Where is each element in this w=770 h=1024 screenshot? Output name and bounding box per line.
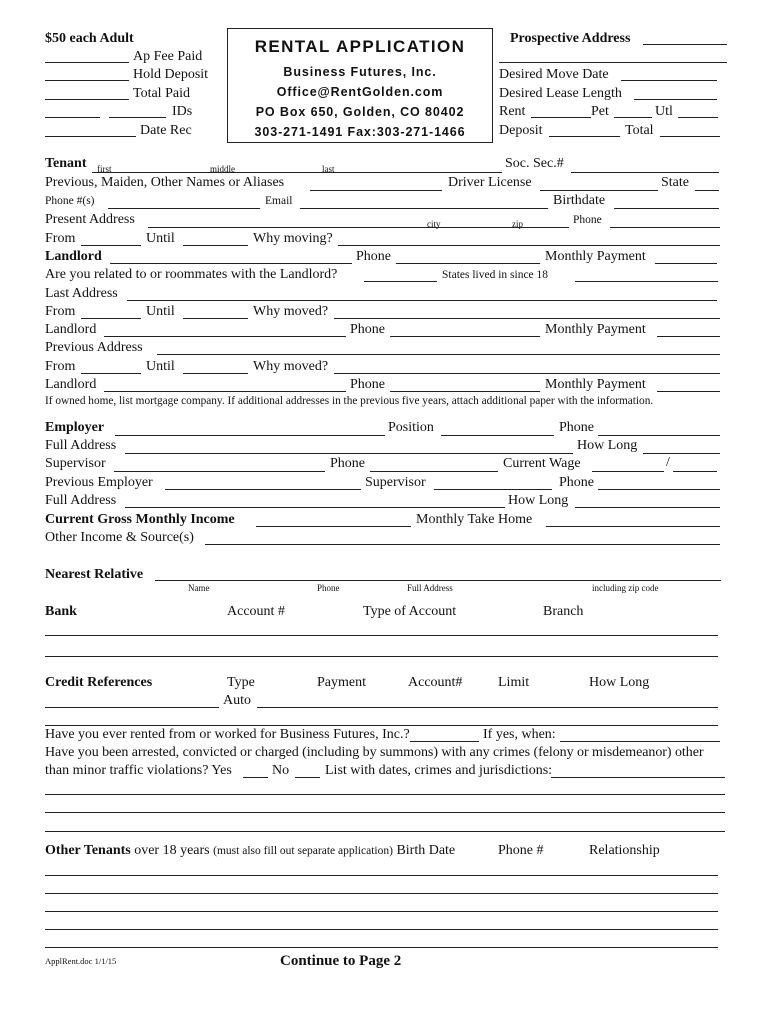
position-label: Position bbox=[388, 420, 434, 435]
phones-line[interactable] bbox=[108, 208, 260, 209]
phones-label: Phone #(s) bbox=[45, 195, 95, 207]
other-tenant-line-5[interactable] bbox=[45, 947, 718, 948]
total-paid-label: Total Paid bbox=[133, 86, 190, 101]
total-line[interactable] bbox=[660, 136, 720, 137]
relative-address-caption: Full Address bbox=[407, 583, 453, 593]
other-tenant-line-1[interactable] bbox=[45, 875, 718, 876]
residence-note: If owned home, list mortgage company. If additional addresses in the previous five years, attach additional paper with the information. bbox=[45, 395, 654, 407]
other-tenants-phone-header: Phone # bbox=[498, 843, 544, 858]
first-name-caption: first bbox=[97, 164, 112, 174]
prev-supervisor-label: Supervisor bbox=[365, 475, 426, 490]
supervisor-phone-label: Phone bbox=[330, 456, 365, 471]
prospective-address-label: Prospective Address bbox=[510, 31, 631, 46]
prev-employer-phone-label: Phone bbox=[559, 475, 594, 490]
credit-limit-header: Limit bbox=[498, 675, 530, 690]
arrested-no-line[interactable] bbox=[295, 777, 320, 778]
last-until-line[interactable] bbox=[183, 318, 248, 319]
employer-address-label: Full Address bbox=[45, 438, 117, 453]
prev-landlord-line[interactable] bbox=[104, 391, 346, 392]
other-tenants-label: Other Tenants bbox=[45, 843, 131, 858]
last-from-line[interactable] bbox=[81, 318, 141, 319]
last-monthly-payment-label: Monthly Payment bbox=[545, 322, 646, 337]
rented-before-question: Have you ever rented from or worked for Business Futures, Inc.? bbox=[45, 727, 410, 742]
move-date-line[interactable] bbox=[621, 80, 717, 81]
state-label: State bbox=[661, 175, 689, 190]
credit-type-header: Type bbox=[227, 675, 255, 690]
arrested-no-label: No bbox=[272, 763, 290, 778]
previous-employer-line[interactable] bbox=[165, 489, 361, 490]
arrested-question-line2: than minor traffic violations? Yes bbox=[45, 763, 232, 778]
from-line[interactable] bbox=[81, 245, 141, 246]
credit-payment-header: Payment bbox=[317, 675, 366, 690]
credit-how-long-header: How Long bbox=[589, 675, 650, 690]
continue-page-2: Continue to Page 2 bbox=[280, 953, 402, 969]
monthly-payment-label: Monthly Payment bbox=[545, 249, 646, 264]
bank-line-2[interactable] bbox=[45, 656, 718, 657]
until-line[interactable] bbox=[183, 245, 248, 246]
ssn-label: Soc. Sec.# bbox=[505, 156, 564, 171]
prev-employer-address-line[interactable] bbox=[125, 507, 505, 508]
until-label: Until bbox=[146, 231, 175, 246]
ap-fee-label: Ap Fee Paid bbox=[133, 49, 203, 64]
lease-length-label: Desired Lease Length bbox=[499, 86, 622, 101]
deposit-line[interactable] bbox=[549, 136, 620, 137]
states-lived-line[interactable] bbox=[575, 281, 718, 282]
present-phone-line[interactable] bbox=[610, 227, 720, 228]
middle-name-caption: middle bbox=[210, 164, 235, 174]
take-home-line[interactable] bbox=[546, 526, 720, 527]
other-income-line[interactable] bbox=[205, 544, 720, 545]
ids-label: IDs bbox=[172, 104, 193, 119]
landlord-phone-label: Phone bbox=[356, 249, 391, 264]
states-lived-label: States lived in since 18 bbox=[442, 269, 549, 281]
document-id: ApplRent.doc 1/1/15 bbox=[45, 956, 117, 966]
landlord-phone-line[interactable] bbox=[396, 263, 540, 264]
ssn-line[interactable] bbox=[571, 172, 719, 173]
utl-line[interactable] bbox=[678, 117, 718, 118]
rented-before-line[interactable] bbox=[410, 741, 479, 742]
bank-account-header: Account # bbox=[227, 604, 285, 619]
last-landlord-line[interactable] bbox=[104, 336, 346, 337]
supervisor-label: Supervisor bbox=[45, 456, 106, 471]
tenant-label: Tenant bbox=[45, 156, 87, 171]
prev-landlord-phone-label: Phone bbox=[350, 377, 385, 392]
page-title: RENTAL APPLICATION bbox=[254, 37, 466, 56]
separate-application-note: (must also fill out separate application) bbox=[213, 845, 393, 857]
gross-income-label: Current Gross Monthly Income bbox=[45, 512, 235, 527]
other-tenant-line-3[interactable] bbox=[45, 911, 718, 912]
landlord-line[interactable] bbox=[110, 263, 352, 264]
monthly-payment-line[interactable] bbox=[655, 263, 717, 264]
last-address-label: Last Address bbox=[45, 286, 118, 301]
list-dates-label: List with dates, crimes and jurisdictions: bbox=[325, 763, 553, 778]
list-dates-line[interactable] bbox=[551, 777, 725, 778]
prev-until-label: Until bbox=[146, 359, 175, 374]
present-address-line[interactable] bbox=[148, 227, 569, 228]
bank-type-header: Type of Account bbox=[363, 604, 457, 619]
driver-license-line[interactable] bbox=[540, 190, 658, 191]
last-landlord-phone-label: Phone bbox=[350, 322, 385, 337]
employer-line[interactable] bbox=[115, 435, 385, 436]
other-tenants-relationship-header: Relationship bbox=[589, 843, 660, 858]
company-name: Business Futures, Inc. bbox=[283, 65, 437, 79]
gross-income-line[interactable] bbox=[256, 526, 411, 527]
total-paid-line[interactable] bbox=[45, 99, 129, 100]
bank-line-1[interactable] bbox=[45, 635, 718, 636]
relative-name-caption: Name bbox=[188, 583, 210, 593]
other-tenants-heading bbox=[45, 843, 455, 859]
relative-zip-caption: including zip code bbox=[592, 583, 659, 593]
credit-account-header: Account# bbox=[408, 675, 463, 690]
credit-auto-left-line[interactable] bbox=[45, 707, 219, 708]
total-label: Total bbox=[625, 123, 654, 138]
prev-why-moved-line[interactable] bbox=[334, 373, 720, 374]
current-wage-line[interactable] bbox=[592, 471, 664, 472]
if-yes-line[interactable] bbox=[560, 741, 720, 742]
wage-separator: / bbox=[666, 455, 670, 470]
prev-from-label: From bbox=[45, 359, 76, 374]
zip-caption: zip bbox=[512, 219, 523, 229]
prev-how-long-line[interactable] bbox=[575, 507, 720, 508]
crimes-line-2[interactable] bbox=[45, 812, 725, 813]
company-address: PO Box 650, Golden, CO 80402 bbox=[255, 105, 465, 119]
company-phones: 303-271-1491 Fax:303-271-1466 bbox=[254, 125, 466, 139]
last-monthly-payment-line[interactable] bbox=[657, 336, 720, 337]
driver-license-label: Driver License bbox=[448, 175, 532, 190]
ids-line-1[interactable] bbox=[45, 117, 100, 118]
prev-employer-address-label: Full Address bbox=[45, 493, 117, 508]
move-date-label: Desired Move Date bbox=[499, 67, 609, 82]
credit-line-2[interactable] bbox=[45, 725, 718, 726]
prev-supervisor-line[interactable] bbox=[434, 489, 552, 490]
arrested-yes-line[interactable] bbox=[243, 777, 268, 778]
city-caption: city bbox=[427, 219, 441, 229]
hold-deposit-line[interactable] bbox=[45, 80, 129, 81]
prev-landlord-label: Landlord bbox=[45, 377, 97, 392]
wage-period-line[interactable] bbox=[673, 471, 717, 472]
credit-auto-label: Auto bbox=[223, 693, 251, 708]
birth-date-header: Birth Date bbox=[396, 843, 456, 858]
other-tenant-line-4[interactable] bbox=[45, 929, 718, 930]
rent-line[interactable] bbox=[531, 117, 591, 118]
current-wage-label: Current Wage bbox=[503, 456, 581, 471]
why-moving-label: Why moving? bbox=[253, 231, 333, 246]
previous-names-line[interactable] bbox=[310, 190, 442, 191]
rent-label: Rent bbox=[499, 104, 526, 119]
last-name-caption: last bbox=[322, 164, 335, 174]
birthdate-line[interactable] bbox=[614, 208, 719, 209]
bank-label: Bank bbox=[45, 604, 77, 619]
employer-address-line[interactable] bbox=[125, 453, 573, 454]
bank-branch-header: Branch bbox=[543, 604, 584, 619]
crimes-line-3[interactable] bbox=[45, 831, 725, 832]
fee-label: $50 each Adult bbox=[45, 31, 134, 46]
prev-monthly-payment-label: Monthly Payment bbox=[545, 377, 646, 392]
nearest-relative-label: Nearest Relative bbox=[45, 567, 144, 582]
credit-auto-line[interactable] bbox=[257, 707, 718, 708]
arrested-question-line1: Have you been arrested, convicted or charged (including by summons) with any crimes (felony or misdemeanor) other bbox=[45, 745, 704, 760]
hold-deposit-label: Hold Deposit bbox=[133, 67, 209, 82]
employer-label: Employer bbox=[45, 420, 105, 435]
lease-length-line[interactable] bbox=[634, 99, 717, 100]
previous-names-label: Previous, Maiden, Other Names or Aliases bbox=[45, 175, 285, 190]
related-question-line[interactable] bbox=[364, 281, 437, 282]
previous-address-label: Previous Address bbox=[45, 340, 143, 355]
previous-employer-label: Previous Employer bbox=[45, 475, 153, 490]
why-moving-line[interactable] bbox=[338, 245, 720, 246]
present-phone-label: Phone bbox=[573, 214, 602, 226]
nearest-relative-line[interactable] bbox=[155, 580, 721, 581]
prev-landlord-phone-line[interactable] bbox=[390, 391, 540, 392]
ids-line-2[interactable] bbox=[109, 117, 166, 118]
prev-why-moved-label: Why moved? bbox=[253, 359, 329, 374]
email-label: Email bbox=[265, 195, 293, 207]
last-why-moved-label: Why moved? bbox=[253, 304, 329, 319]
ap-fee-line[interactable] bbox=[45, 62, 129, 63]
other-tenant-line-2[interactable] bbox=[45, 893, 718, 894]
present-address-label: Present Address bbox=[45, 212, 135, 227]
supervisor-line[interactable] bbox=[114, 471, 325, 472]
tenant-name-line[interactable] bbox=[92, 172, 502, 173]
over-18-label: over 18 years bbox=[134, 843, 210, 858]
last-why-moved-line[interactable] bbox=[334, 318, 720, 319]
prospective-address-line-1[interactable] bbox=[643, 44, 727, 45]
prev-until-line[interactable] bbox=[183, 373, 248, 374]
prev-how-long-label: How Long bbox=[508, 493, 569, 508]
pet-label: Pet bbox=[591, 104, 609, 119]
state-line[interactable] bbox=[695, 190, 719, 191]
company-email: Office@RentGolden.com bbox=[276, 85, 444, 99]
prev-from-line[interactable] bbox=[81, 373, 141, 374]
previous-address-line[interactable] bbox=[157, 354, 720, 355]
related-question-label: Are you related to or roommates with the Landlord? bbox=[45, 267, 338, 282]
prev-employer-phone-line[interactable] bbox=[598, 489, 720, 490]
how-long-label: How Long bbox=[577, 438, 638, 453]
email-line[interactable] bbox=[300, 208, 548, 209]
deposit-label: Deposit bbox=[499, 123, 543, 138]
prospective-address-line-2[interactable] bbox=[499, 62, 727, 63]
employer-phone-line[interactable] bbox=[598, 435, 720, 436]
prev-monthly-payment-line[interactable] bbox=[657, 391, 720, 392]
last-address-line[interactable] bbox=[127, 300, 717, 301]
how-long-line[interactable] bbox=[643, 453, 720, 454]
other-income-label: Other Income & Source(s) bbox=[45, 530, 194, 545]
take-home-label: Monthly Take Home bbox=[416, 512, 533, 527]
crimes-line-1[interactable] bbox=[45, 794, 725, 795]
landlord-label: Landlord bbox=[45, 249, 102, 264]
last-landlord-label: Landlord bbox=[45, 322, 97, 337]
last-from-label: From bbox=[45, 304, 76, 319]
last-landlord-phone-line[interactable] bbox=[390, 336, 540, 337]
position-line[interactable] bbox=[441, 435, 554, 436]
date-rec-line[interactable] bbox=[45, 136, 136, 137]
utl-label: Utl bbox=[655, 104, 673, 119]
employer-phone-label: Phone bbox=[559, 420, 594, 435]
credit-references-label: Credit References bbox=[45, 675, 153, 690]
birthdate-label: Birthdate bbox=[553, 193, 606, 208]
pet-line[interactable] bbox=[614, 117, 652, 118]
date-rec-label: Date Rec bbox=[140, 123, 192, 138]
relative-phone-caption: Phone bbox=[317, 583, 340, 593]
if-yes-label: If yes, when: bbox=[483, 727, 556, 742]
last-until-label: Until bbox=[146, 304, 175, 319]
supervisor-phone-line[interactable] bbox=[370, 471, 498, 472]
from-label: From bbox=[45, 231, 76, 246]
